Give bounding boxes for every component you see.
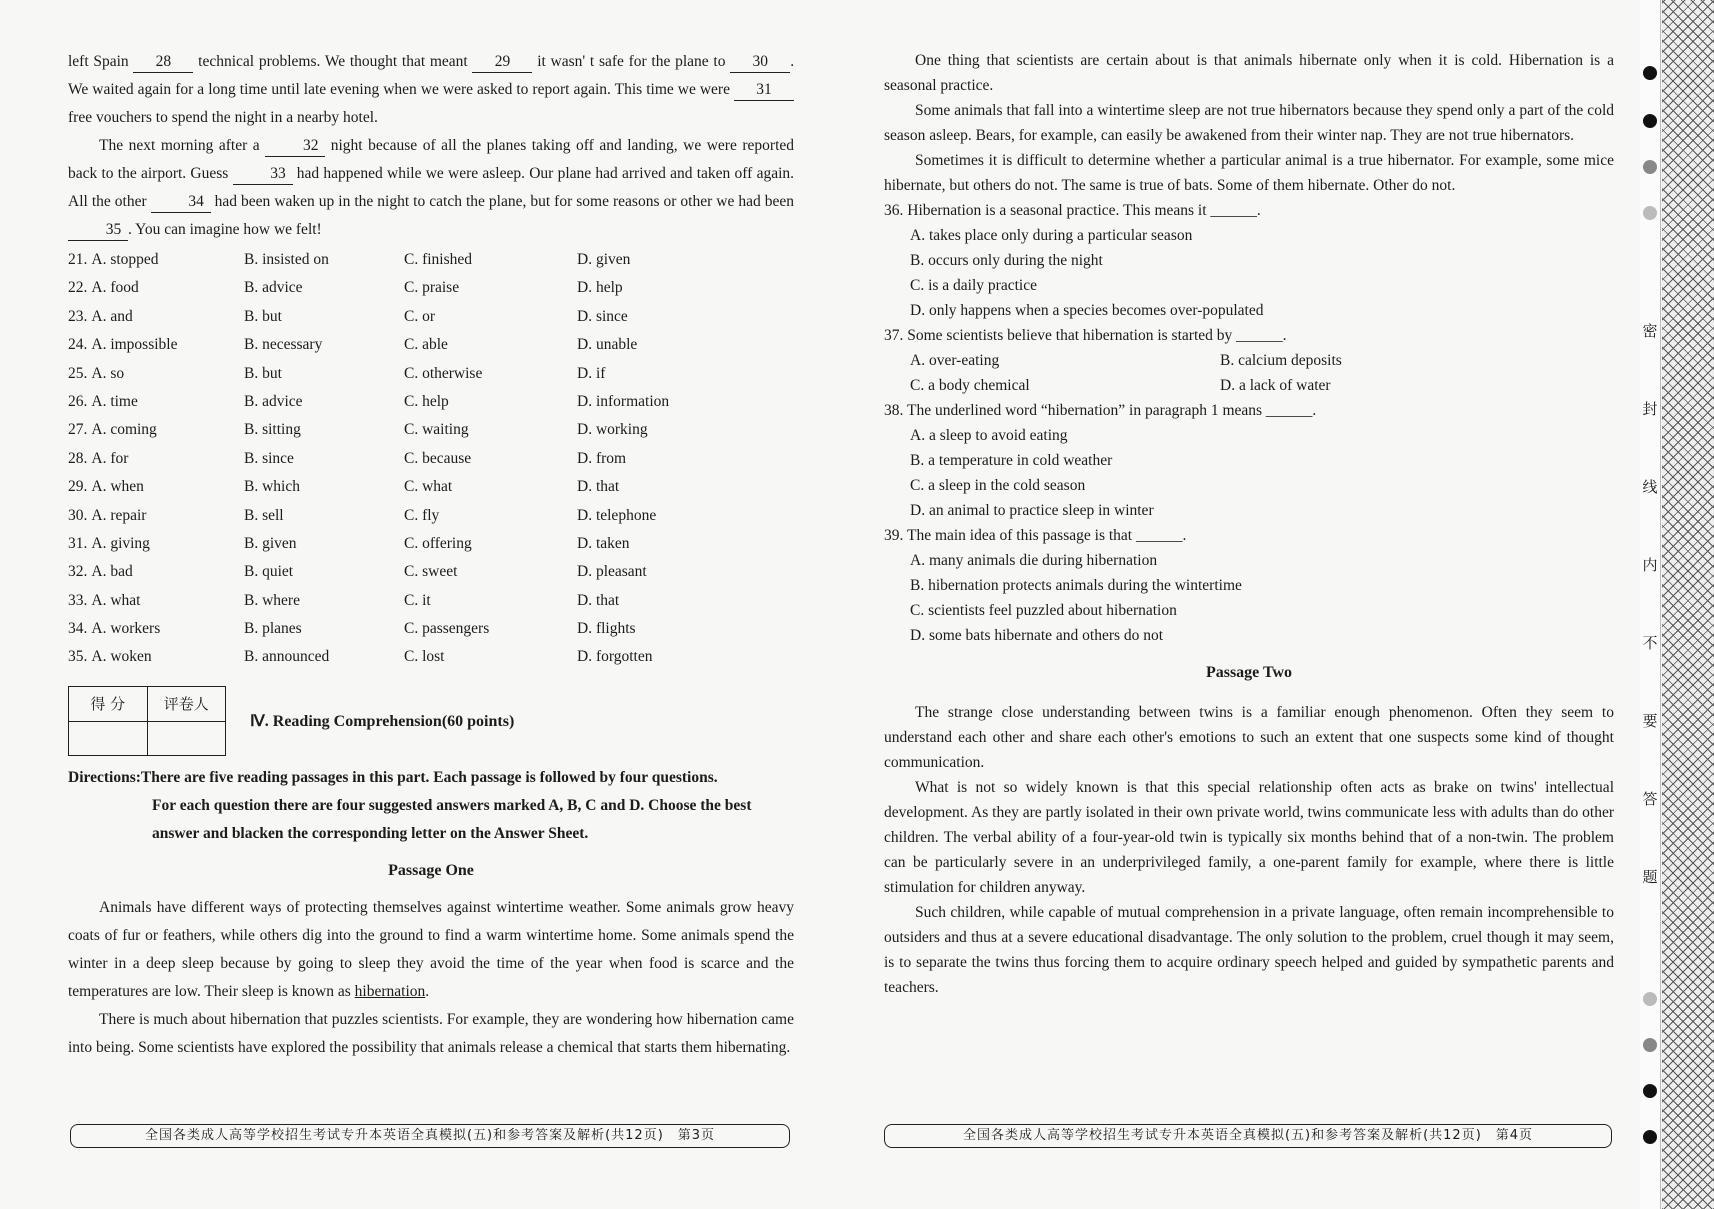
option-d: D. information <box>577 392 670 410</box>
option-a: A. for <box>91 449 129 467</box>
option-d: D. from <box>577 449 627 467</box>
option-c: C. fly <box>404 506 440 524</box>
option-d: D. that <box>577 591 620 609</box>
punch-hole-icon <box>1643 206 1657 220</box>
seal-char: 内 <box>1642 556 1658 574</box>
option-a-cell <box>68 558 244 586</box>
option-b: B. but <box>244 307 282 325</box>
q37-option-b: B. calcium deposits <box>1220 352 1342 369</box>
blank-29: 29 <box>472 52 532 73</box>
blank-30: 30 <box>730 52 790 73</box>
option-a-cell <box>68 388 244 416</box>
passage-one-p4: Some animals that fall into a wintertime sleep are not true hibernators because they spend only a part of the cold season asleep. Bears, for example, can easily be awakened from their winter nap. They are not true hibernators. <box>884 102 1614 144</box>
directions <box>68 764 794 848</box>
option-a: A. workers <box>91 620 161 638</box>
option-a-cell <box>68 615 244 643</box>
cloze-option-row <box>68 587 794 615</box>
q38-option-d: D. an animal to practice sleep in winter <box>910 502 1154 519</box>
option-b: B. advice <box>244 279 303 297</box>
seal-margin <box>1640 0 1714 1209</box>
seal-char: 要 <box>1642 712 1658 730</box>
q36-option-c: C. is a daily practice <box>910 277 1037 294</box>
question-number: 22. <box>68 279 88 297</box>
punch-hole-icon <box>1643 114 1657 128</box>
cloze-option-row <box>68 558 794 586</box>
option-b: B. given <box>244 534 297 552</box>
option-a-cell <box>68 331 244 359</box>
right-column <box>884 48 1614 1000</box>
cloze-text: it wasn' t safe for the plane to <box>537 53 726 70</box>
directions-line1: There are five reading passages in this part. Each passage is followed by four questions. <box>140 768 718 786</box>
option-a-cell <box>68 473 244 501</box>
option-c: C. or <box>404 307 435 325</box>
question-36: 36. Hibernation is a seasonal practice. This means it ______. <box>884 202 1261 219</box>
hatched-border <box>1662 0 1714 1209</box>
cloze-option-row <box>68 473 794 501</box>
cloze-text: left Spain <box>68 53 129 70</box>
question-39: 39. The main idea of this passage is that ______. <box>884 527 1187 544</box>
blank-28: 28 <box>133 52 193 73</box>
option-a-cell <box>68 303 244 331</box>
option-b: B. insisted on <box>244 251 329 268</box>
passage-one-p2: There is much about hibernation that puzzles scientists. For example, they are wondering how hibernation came into being. Some scientists have explored the possibility that animals release a chemical that starts them hibernating. <box>68 1010 794 1056</box>
option-a: A. repair <box>91 506 147 524</box>
grader-label: 评卷人 <box>147 686 226 721</box>
question-number: 24. <box>68 336 88 354</box>
option-a: A. and <box>91 307 133 325</box>
footer-right: 全国各类成人高等学校招生考试专升本英语全真模拟(五)和参考答案及解析(共12页) 第4页 <box>884 1124 1612 1148</box>
passage-two-p1: The strange close understanding between twins is a familiar enough phenomenon. Often they seem to understand each other and share each other's emotions to such an extent that one suspects some kind of thought communication. <box>884 704 1614 771</box>
option-d: D. unable <box>577 336 638 354</box>
cloze-text: . We waited again for a long time until late evening when we were asked to report again. This time we were <box>68 53 795 98</box>
cloze-option-row <box>68 274 794 302</box>
option-b: B. quiet <box>244 563 294 581</box>
cloze-option-row <box>68 360 794 388</box>
cloze-option-row <box>68 643 794 671</box>
directions-rest: For each question there are four suggested answers marked A, B, C and D. Choose the best answer and blacken the corresponding letter on the Answer Sheet. <box>152 796 752 842</box>
question-number: 26. <box>68 392 88 410</box>
option-b: B. announced <box>244 648 330 666</box>
blank-32: 32 <box>265 136 325 157</box>
cloze-option-row <box>68 303 794 331</box>
q39-option-b: B. hibernation protects animals during the wintertime <box>910 577 1242 594</box>
passage-two-p3: Such children, while capable of mutual comprehension in a private language, often remain incomprehensible to outsiders and thus at a severe educational disadvantage. The only solution to the problem, cruel though it may seem, is to separate the twins thus forcing them to acquire ordinary speech helped and guided by sympathetic parents and teachers. <box>884 904 1614 996</box>
punch-hole-icon <box>1643 1084 1657 1098</box>
cloze-text: The next morning after a <box>99 137 260 154</box>
option-c: C. otherwise <box>404 364 483 382</box>
q39-option-d: D. some bats hibernate and others do not <box>910 627 1164 644</box>
option-c: C. able <box>404 336 448 354</box>
q39-option-c: C. scientists feel puzzled about hibernation <box>910 602 1177 619</box>
option-a-cell <box>68 445 244 473</box>
cloze-option-row <box>68 502 794 530</box>
q38-option-b: B. a temperature in cold weather <box>910 452 1113 469</box>
blank-35: 35 <box>68 220 128 241</box>
question-number: 34. <box>68 620 88 638</box>
option-d: D. forgotten <box>577 648 653 666</box>
option-b: B. necessary <box>244 336 323 354</box>
option-b: B. since <box>244 449 294 467</box>
question-38: 38. The underlined word “hibernation” in paragraph 1 means ______. <box>884 402 1317 419</box>
passage-one-p3: One thing that scientists are certain about is that animals hibernate only when it is cold. Hibernation is a seasonal practice. <box>884 52 1614 94</box>
option-a: A. woken <box>91 648 152 666</box>
option-b: B. but <box>244 364 282 382</box>
option-c: C. because <box>404 449 472 467</box>
passage-one-title: Passage One <box>388 861 474 879</box>
question-37: 37. Some scientists believe that hibernation is started by ______. <box>884 327 1287 344</box>
option-d: D. working <box>577 421 648 439</box>
option-a-cell <box>68 502 244 530</box>
q37-option-c: C. a body chemical <box>910 377 1030 394</box>
option-a-cell <box>68 643 244 671</box>
q36-option-a: A. takes place only during a particular season <box>910 227 1193 244</box>
option-b: B. planes <box>244 620 302 638</box>
passage-one-p5: Sometimes it is difficult to determine whether a particular animal is a true hibernator. For example, some mice hibernate, but others do not. The same is true of bats. Some of them hibernate. Other do not. <box>884 152 1614 194</box>
option-a-cell <box>68 274 244 302</box>
blank-33: 33 <box>233 164 293 185</box>
q36-option-d: D. only happens when a species becomes over-populated <box>910 302 1264 319</box>
option-d: D. telephone <box>577 506 657 524</box>
cloze-option-row <box>68 388 794 416</box>
question-number: 33. <box>68 591 88 609</box>
cloze-text: night because of all the planes taking off and landing, we were reported back to the airport. Guess <box>68 137 795 182</box>
option-a-cell <box>68 530 244 558</box>
option-a: A. food <box>91 279 139 297</box>
passage-text: Animals have different ways of protecting themselves against wintertime weather. Some animals grow heavy coats of fur or feathers, while others dig into the ground to find a warm wintertime home. Some animals spend the winter in a deep sleep because by going to sleep they avoid the time of the year when food is scarce and the temperatures are low. Their sleep is known as <box>68 898 794 1000</box>
option-a: A. time <box>91 392 138 410</box>
q38-option-c: C. a sleep in the cold season <box>910 477 1086 494</box>
option-c: C. offering <box>404 534 472 552</box>
option-a: A. what <box>91 591 141 609</box>
option-b: B. advice <box>244 392 303 410</box>
seal-char: 不 <box>1642 634 1658 652</box>
option-b: B. sitting <box>244 421 301 439</box>
option-c: C. waiting <box>404 421 469 439</box>
cloze-option-row <box>68 416 794 444</box>
seal-char: 密 <box>1642 322 1658 340</box>
option-c: C. what <box>404 478 453 496</box>
option-d: D. if <box>577 364 606 382</box>
q38-option-a: A. a sleep to avoid eating <box>910 427 1068 444</box>
q37-options-row1 <box>884 348 1614 373</box>
cloze-text: free vouchers to spend the night in a nearby hotel. <box>68 109 378 126</box>
passage-two-p2: What is not so widely known is that this special relationship often acts as brake on twins' intellectual development. As they are partly isolated in their own private world, twins communicate less with adults than do other children. The verbal ability of a four-year-old twin is typically six months behind that of a non-twin. The problem can be particularly severe in an underprivileged family, a one-parent family for example, where there is little stimulation for children anyway. <box>884 779 1614 896</box>
q36-option-b: B. occurs only during the night <box>910 252 1103 269</box>
option-c: C. it <box>404 591 431 609</box>
blank-34: 34 <box>151 192 211 213</box>
right-page <box>860 0 1640 1209</box>
option-a: A. coming <box>91 421 157 439</box>
punch-hole-icon <box>1643 66 1657 80</box>
score-label: 得 分 <box>69 686 148 721</box>
footer-left: 全国各类成人高等学校招生考试专升本英语全真模拟(五)和参考答案及解析(共12页) 第3页 <box>70 1124 790 1148</box>
question-number: 28. <box>68 449 88 467</box>
option-a: A. giving <box>91 534 150 552</box>
option-c: C. finished <box>404 251 473 268</box>
punch-hole-icon <box>1643 160 1657 174</box>
score-section <box>68 684 794 758</box>
cloze-option-row <box>68 331 794 359</box>
option-b: B. which <box>244 478 300 496</box>
option-a-cell <box>68 587 244 615</box>
cloze-paragraph-2 <box>68 132 794 244</box>
option-a-cell <box>68 246 244 274</box>
option-b: B. where <box>244 591 300 609</box>
question-number: 35. <box>68 648 88 666</box>
score-cell <box>69 721 148 755</box>
option-a: A. bad <box>91 563 133 581</box>
option-a: A. so <box>91 364 125 382</box>
question-number: 23. <box>68 307 88 325</box>
blank-31: 31 <box>734 80 794 101</box>
option-c: C. help <box>404 392 449 410</box>
option-d: D. since <box>577 307 628 325</box>
option-c: C. sweet <box>404 563 458 581</box>
cloze-options-list <box>68 246 794 672</box>
cloze-paragraph-1 <box>68 48 794 132</box>
left-column <box>68 48 794 1062</box>
passage-two-title: Passage Two <box>1205 664 1293 681</box>
option-a: A. when <box>91 478 144 496</box>
option-c: C. passengers <box>404 620 490 638</box>
option-d: D. taken <box>577 534 630 552</box>
option-d: D. flights <box>577 620 636 638</box>
punch-hole-icon <box>1643 1038 1657 1052</box>
seal-char: 线 <box>1642 478 1658 496</box>
q37-option-a: A. over-eating <box>910 352 1000 369</box>
passage-text: . <box>425 982 430 1000</box>
cloze-option-row <box>68 246 794 274</box>
option-d: D. pleasant <box>577 563 647 581</box>
seal-strip <box>1640 0 1661 1209</box>
score-box <box>68 686 226 756</box>
cloze-text: technical problems. We thought that meant <box>198 53 468 70</box>
directions-label: Directions: <box>68 768 141 786</box>
punch-hole-icon <box>1643 1130 1657 1144</box>
q39-option-a: A. many animals die during hibernation <box>910 552 1158 569</box>
q37-options-row2 <box>884 373 1614 398</box>
underlined-word: hibernation <box>354 982 426 1000</box>
punch-hole-icon <box>1643 992 1657 1006</box>
question-number: 29. <box>68 478 88 496</box>
cloze-option-row <box>68 445 794 473</box>
question-number: 31. <box>68 534 88 552</box>
passage-one-p1 <box>68 894 794 1006</box>
question-number: 32. <box>68 563 88 581</box>
section-title: Ⅳ. Reading Comprehension(60 points) <box>250 712 515 730</box>
question-number: 25. <box>68 364 88 382</box>
question-number: 30. <box>68 506 88 524</box>
option-c: C. praise <box>404 279 460 297</box>
grader-cell <box>147 721 226 755</box>
option-a: A. stopped <box>91 251 159 268</box>
seal-char: 答 <box>1642 790 1658 808</box>
option-a: A. impossible <box>91 336 178 354</box>
question-number: 27. <box>68 421 88 439</box>
cloze-text: had been waken up in the night to catch the plane, but for some reasons or other we had been <box>214 193 795 210</box>
cloze-option-row <box>68 615 794 643</box>
option-d: D. that <box>577 478 620 496</box>
option-a-cell <box>68 416 244 444</box>
option-b: B. sell <box>244 506 284 524</box>
option-a-cell <box>68 360 244 388</box>
option-c: C. lost <box>404 648 445 666</box>
seal-char: 封 <box>1642 400 1658 418</box>
option-d: D. given <box>577 251 631 268</box>
q37-option-d: D. a lack of water <box>1220 377 1331 394</box>
question-number: 21. <box>68 251 88 268</box>
cloze-text: . You can imagine how we felt! <box>128 221 322 238</box>
option-d: D. help <box>577 279 623 297</box>
seal-char: 题 <box>1642 868 1658 886</box>
cloze-option-row <box>68 530 794 558</box>
cloze-text: had happened while we were asleep. Our plane had arrived and taken off again. All the other <box>68 165 795 210</box>
